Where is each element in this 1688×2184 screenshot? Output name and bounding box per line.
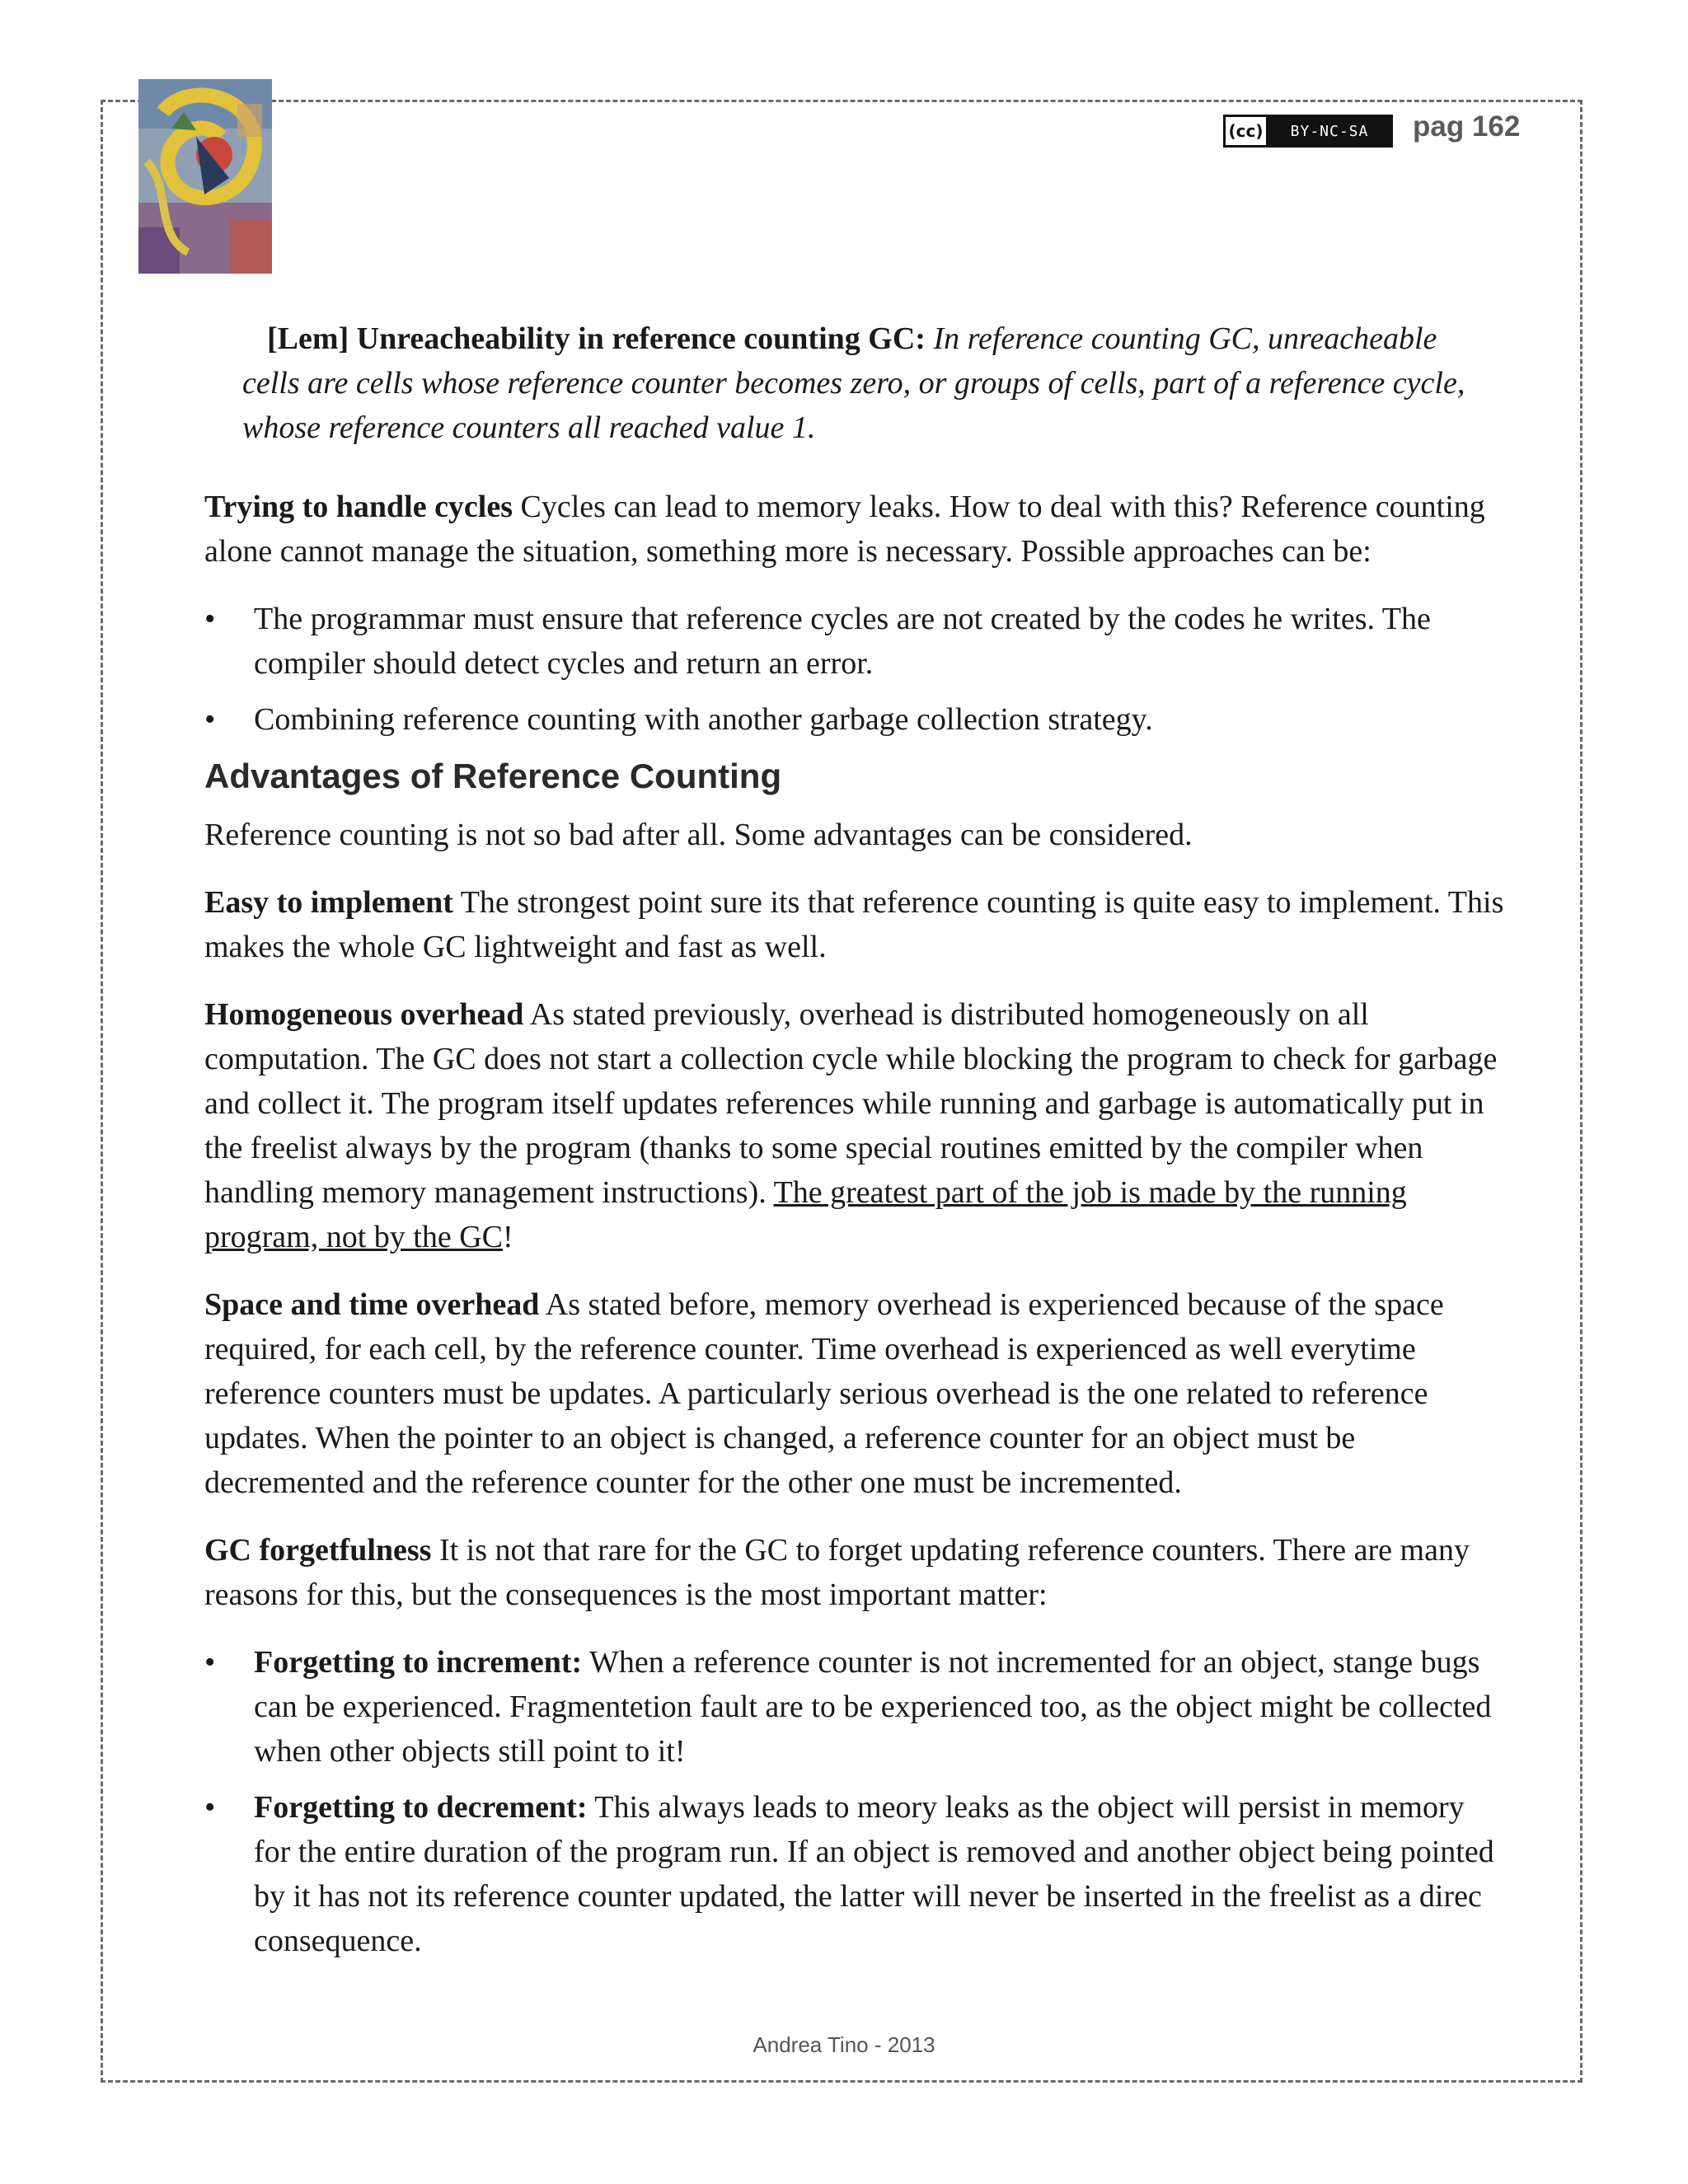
homogeneous-end: ! xyxy=(503,1220,513,1254)
abstract-painting-icon xyxy=(138,79,272,274)
cycles-paragraph xyxy=(204,485,1507,574)
page-footer: Andrea Tino - 2013 xyxy=(753,2032,935,2057)
list-item xyxy=(204,597,1507,686)
list-item-text: This always leads to meory leaks as the object will persist in memory for the entire duration of the program run. If an object is removed and another object being pointed by it has not its reference counter updated, the latter will never be inserted in the freelist as a direc consequence. xyxy=(254,1790,1494,1958)
forget-paragraph xyxy=(204,1528,1507,1617)
easy-paragraph xyxy=(204,880,1507,969)
license-badge xyxy=(1223,115,1393,148)
lemma-block xyxy=(242,316,1479,450)
list-item xyxy=(204,1640,1507,1774)
list-item-text: The programmar must ensure that reference cycles are not created by the codes he writes. The compiler should detect cycles and return an error. xyxy=(254,602,1431,681)
page-content xyxy=(204,316,1507,1975)
cycles-title: Trying to handle cycles xyxy=(204,490,513,524)
section-heading: Advantages of Reference Counting xyxy=(204,757,782,795)
list-item-text: Combining reference counting with another garbage collection strategy. xyxy=(254,702,1153,737)
bullet-icon: • xyxy=(204,1645,216,1680)
cycles-bullet-list xyxy=(204,597,1507,742)
homogeneous-title: Homogeneous overhead xyxy=(204,997,524,1032)
forget-bullet-list xyxy=(204,1640,1507,1963)
easy-text: The strongest point sure its that reference counting is quite easy to implement. This makes the whole GC lightweight and fast as well. xyxy=(204,885,1504,964)
lemma-title: [Lem] Unreacheability in reference counting GC: xyxy=(267,321,926,356)
intro-paragraph: Reference counting is not so bad after all. Some advantages can be considered. xyxy=(204,818,1193,852)
bullet-icon: • xyxy=(204,602,216,636)
cover-art-image xyxy=(138,79,272,274)
homogeneous-text: As stated previously, overhead is distributed homogeneously on all computation. The GC does not start a collection cycle while blocking the program to check for garbage and collect it. The program itself updates references while running and garbage is automatically put in the freelist always by the program (thanks to some special routines emitted by the compiler when handling memory management instructions). xyxy=(204,997,1498,1210)
list-item xyxy=(204,1785,1507,1963)
space-title: Space and time overhead xyxy=(204,1287,540,1322)
cycles-text: Cycles can lead to memory leaks. How to deal with this? Reference counting alone cannot manage the situation, something more is necessary. Possible approaches can be: xyxy=(204,490,1485,569)
page-number: pag 162 xyxy=(1413,110,1521,143)
bullet-icon: • xyxy=(204,1790,216,1825)
space-paragraph xyxy=(204,1282,1507,1505)
list-item-title: Forgetting to decrement: xyxy=(254,1790,588,1825)
homogeneous-underlined: The greatest part of the job is made by the running program, not by the GC xyxy=(204,1175,1407,1254)
space-text: As stated before, memory overhead is experienced because of the space required, for each cell, by the reference counter. Time overhead is experienced as well everytime reference counters must be updates. A particularly serious overhead is the one related to reference updates. When the pointer to an object is changed, a reference counter for an object must be decremented and the reference counter for the other one must be incremented. xyxy=(204,1287,1444,1500)
license-terms: BY-NC-SA xyxy=(1268,117,1390,145)
forget-title: GC forgetfulness xyxy=(204,1533,432,1568)
forget-text: It is not that rare for the GC to forget updating reference counters. There are many reasons for this, but the consequences is the most important matter: xyxy=(204,1533,1470,1612)
cc-logo: (cc) xyxy=(1226,117,1268,145)
lemma-body: In reference counting GC, unreacheable cells are cells whose reference counter becomes zero, or groups of cells, part of a reference cycle, whose reference counters all reached value 1. xyxy=(242,321,1465,445)
homogeneous-paragraph xyxy=(204,992,1507,1259)
list-item xyxy=(204,697,1507,742)
list-item-title: Forgetting to increment: xyxy=(254,1645,583,1680)
easy-title: Easy to implement xyxy=(204,885,453,920)
bullet-icon: • xyxy=(204,702,216,737)
list-item-text: When a reference counter is not incremented for an object, stange bugs can be experienced. Fragmentetion fault are to be experienced too, as the object might be collected when other objects still point to it! xyxy=(254,1645,1492,1769)
